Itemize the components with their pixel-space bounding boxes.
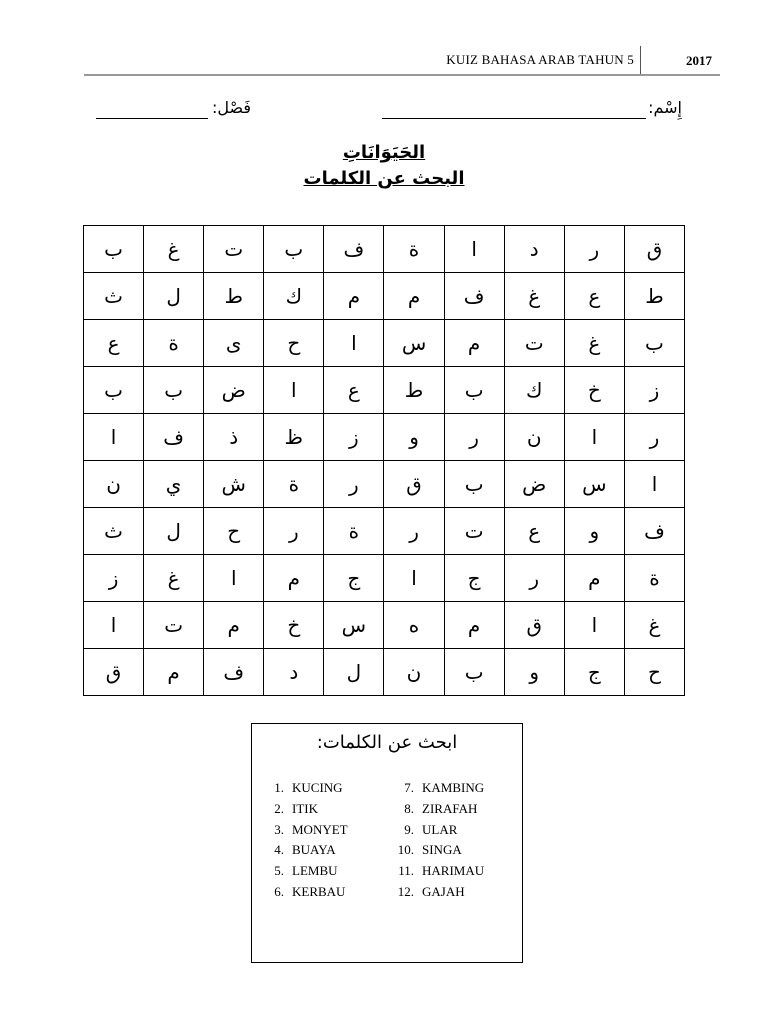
- quiz-title: KUIZ BAHASA ARAB TAHUN 5: [446, 52, 634, 67]
- grid-cell[interactable]: ب: [264, 226, 324, 273]
- word-text: SINGA: [422, 842, 462, 858]
- grid-cell[interactable]: ز: [84, 555, 144, 602]
- word-list-item: [262, 820, 348, 841]
- grid-cell[interactable]: م: [384, 273, 444, 320]
- grid-cell[interactable]: د: [504, 226, 564, 273]
- word-number: 1.: [274, 780, 284, 795]
- grid-cell[interactable]: ة: [144, 320, 204, 367]
- grid-cell[interactable]: ط: [624, 273, 684, 320]
- grid-cell[interactable]: س: [324, 602, 384, 649]
- grid-cell[interactable]: م: [564, 555, 624, 602]
- grid-cell[interactable]: ق: [384, 461, 444, 508]
- word-list-item: [262, 882, 348, 903]
- word-text: ULAR: [422, 821, 458, 837]
- word-number: 5.: [274, 863, 284, 879]
- grid-cell[interactable]: ب: [624, 320, 684, 367]
- grid-cell[interactable]: ل: [144, 273, 204, 320]
- grid-cell[interactable]: ب: [444, 367, 504, 414]
- grid-cell[interactable]: ك: [504, 367, 564, 414]
- name-field[interactable]: [382, 118, 646, 119]
- class-label: فَصْل:: [212, 98, 252, 117]
- grid-cell[interactable]: ح: [264, 320, 324, 367]
- grid-cell[interactable]: ل: [144, 508, 204, 555]
- grid-row: [84, 414, 685, 461]
- word-number: 2.: [274, 800, 284, 816]
- student-info-row: [96, 98, 692, 126]
- grid-cell[interactable]: ف: [624, 508, 684, 555]
- grid-cell[interactable]: ن: [84, 461, 144, 508]
- grid-cell[interactable]: ه: [384, 602, 444, 649]
- grid-cell[interactable]: ر: [624, 414, 684, 461]
- word-list-item: [392, 861, 484, 882]
- grid-cell[interactable]: م: [444, 602, 504, 649]
- word-list-item: [392, 840, 484, 861]
- grid-cell[interactable]: ظ: [264, 414, 324, 461]
- grid-cell[interactable]: ض: [504, 461, 564, 508]
- grid-cell[interactable]: ر: [324, 461, 384, 508]
- grid-cell[interactable]: د: [264, 649, 324, 696]
- grid-cell[interactable]: و: [384, 414, 444, 461]
- grid-cell[interactable]: ث: [84, 508, 144, 555]
- word-number: 11.: [398, 863, 414, 879]
- grid-cell[interactable]: ح: [624, 649, 684, 696]
- word-number: 10.: [397, 842, 414, 858]
- word-number: 7.: [404, 780, 414, 795]
- word-text: ITIK: [292, 800, 318, 816]
- grid-cell[interactable]: ة: [624, 555, 684, 602]
- word-text: LEMBU: [292, 863, 338, 879]
- word-list-item: [392, 882, 484, 903]
- grid-cell[interactable]: ج: [324, 555, 384, 602]
- worksheet-subtitle: البحث عن الكلمات: [303, 168, 465, 189]
- grid-cell[interactable]: ض: [204, 367, 264, 414]
- grid-cell[interactable]: ب: [84, 367, 144, 414]
- grid-row: [84, 367, 685, 414]
- word-number: 9.: [404, 821, 414, 837]
- grid-cell[interactable]: ف: [204, 649, 264, 696]
- grid-cell[interactable]: غ: [624, 602, 684, 649]
- grid-cell[interactable]: ط: [384, 367, 444, 414]
- header-rule: [84, 74, 720, 76]
- grid-cell[interactable]: ة: [264, 461, 324, 508]
- page-header: [84, 46, 720, 76]
- grid-cell[interactable]: ة: [324, 508, 384, 555]
- grid-cell[interactable]: ذ: [204, 414, 264, 461]
- grid-row: [84, 461, 685, 508]
- grid-cell[interactable]: ر: [264, 508, 324, 555]
- grid-cell[interactable]: ز: [324, 414, 384, 461]
- grid-cell[interactable]: خ: [264, 602, 324, 649]
- grid-cell[interactable]: م: [144, 649, 204, 696]
- word-text: HARIMAU: [422, 863, 485, 879]
- word-text: KERBAU: [292, 883, 346, 899]
- grid-cell[interactable]: ق: [504, 602, 564, 649]
- grid-cell[interactable]: و: [504, 649, 564, 696]
- grid-row: [84, 649, 685, 696]
- word-search-grid: [83, 225, 685, 696]
- word-number: 3.: [274, 821, 284, 837]
- grid-cell[interactable]: ا: [444, 226, 504, 273]
- grid-cell[interactable]: ع: [564, 273, 624, 320]
- grid-cell[interactable]: ت: [144, 602, 204, 649]
- grid-cell[interactable]: ف: [324, 226, 384, 273]
- word-list-item: [262, 799, 348, 820]
- word-number: 12.: [397, 883, 414, 899]
- grid-cell[interactable]: ت: [204, 226, 264, 273]
- topic-title: الحَيَوَانَاتِ: [342, 142, 426, 163]
- grid-cell[interactable]: ع: [84, 320, 144, 367]
- grid-cell[interactable]: ا: [84, 602, 144, 649]
- grid-cell[interactable]: ر: [444, 414, 504, 461]
- word-text: GAJAH: [422, 883, 465, 899]
- grid-cell[interactable]: ب: [84, 226, 144, 273]
- grid-cell[interactable]: ب: [444, 461, 504, 508]
- grid-cell[interactable]: ك: [264, 273, 324, 320]
- grid-cell[interactable]: ي: [144, 461, 204, 508]
- grid-cell[interactable]: غ: [564, 320, 624, 367]
- grid-row: [84, 320, 685, 367]
- word-list-title: ابحث عن الكلمات:: [316, 732, 458, 753]
- grid-row: [84, 508, 685, 555]
- word-list-item: [262, 861, 348, 882]
- word-list-item: [262, 840, 348, 861]
- grid-cell[interactable]: ا: [564, 602, 624, 649]
- grid-cell[interactable]: ا: [204, 555, 264, 602]
- grid-cell[interactable]: ر: [504, 555, 564, 602]
- word-list-right: [392, 778, 484, 903]
- grid-cell[interactable]: م: [204, 602, 264, 649]
- grid-cell[interactable]: غ: [144, 555, 204, 602]
- grid-cell[interactable]: س: [564, 461, 624, 508]
- word-list-item: [392, 778, 484, 799]
- grid-cell[interactable]: ا: [324, 320, 384, 367]
- grid-cell[interactable]: س: [384, 320, 444, 367]
- grid-cell[interactable]: ط: [204, 273, 264, 320]
- grid-cell[interactable]: ق: [84, 649, 144, 696]
- grid-cell[interactable]: ح: [204, 508, 264, 555]
- grid-cell[interactable]: ن: [384, 649, 444, 696]
- grid-cell[interactable]: ا: [84, 414, 144, 461]
- word-number: 4.: [274, 842, 284, 858]
- grid-row: [84, 555, 685, 602]
- name-label: إِسْم:: [648, 98, 682, 117]
- grid-cell[interactable]: ث: [84, 273, 144, 320]
- grid-cell[interactable]: ا: [264, 367, 324, 414]
- word-list-item: [392, 799, 484, 820]
- grid-cell[interactable]: ت: [504, 320, 564, 367]
- word-text: BUAYA: [292, 842, 336, 858]
- word-list-box: [251, 723, 523, 963]
- word-text: MONYET: [292, 821, 348, 837]
- grid-cell[interactable]: و: [564, 508, 624, 555]
- grid-cell[interactable]: ع: [324, 367, 384, 414]
- word-text: ZIRAFAH: [422, 800, 478, 816]
- grid-cell[interactable]: م: [444, 320, 504, 367]
- grid-cell[interactable]: ج: [444, 555, 504, 602]
- grid-cell[interactable]: خ: [564, 367, 624, 414]
- grid-cell[interactable]: ا: [624, 461, 684, 508]
- grid-cell[interactable]: ت: [444, 508, 504, 555]
- grid-cell[interactable]: ة: [384, 226, 444, 273]
- quiz-year: 2017: [686, 53, 712, 68]
- grid-row: [84, 226, 685, 273]
- grid-row: [84, 273, 685, 320]
- grid-cell[interactable]: ع: [504, 508, 564, 555]
- grid-cell[interactable]: ش: [204, 461, 264, 508]
- grid-cell[interactable]: ن: [504, 414, 564, 461]
- word-list-item: [392, 820, 484, 841]
- class-field[interactable]: [96, 118, 208, 119]
- grid-row: [84, 602, 685, 649]
- grid-cell[interactable]: ق: [624, 226, 684, 273]
- word-number: 8.: [404, 800, 414, 816]
- grid-cell[interactable]: ف: [444, 273, 504, 320]
- grid-cell[interactable]: م: [324, 273, 384, 320]
- word-text: KAMBING: [422, 780, 485, 795]
- word-list-item: [262, 778, 348, 799]
- grid-cell[interactable]: غ: [504, 273, 564, 320]
- grid-cell[interactable]: ر: [384, 508, 444, 555]
- grid-cell[interactable]: ا: [564, 414, 624, 461]
- word-text: KUCING: [292, 780, 343, 795]
- grid-cell[interactable]: ر: [564, 226, 624, 273]
- grid-cell[interactable]: ج: [564, 649, 624, 696]
- grid-cell[interactable]: ب: [444, 649, 504, 696]
- grid-cell[interactable]: ب: [144, 367, 204, 414]
- grid-cell[interactable]: ز: [624, 367, 684, 414]
- word-list-left: [262, 778, 348, 903]
- grid-cell[interactable]: ف: [144, 414, 204, 461]
- header-separator: [640, 46, 641, 76]
- grid-cell[interactable]: ى: [204, 320, 264, 367]
- grid-cell[interactable]: غ: [144, 226, 204, 273]
- grid-cell[interactable]: ل: [324, 649, 384, 696]
- grid-cell[interactable]: م: [264, 555, 324, 602]
- grid-cell[interactable]: ا: [384, 555, 444, 602]
- word-number: 6.: [274, 883, 284, 899]
